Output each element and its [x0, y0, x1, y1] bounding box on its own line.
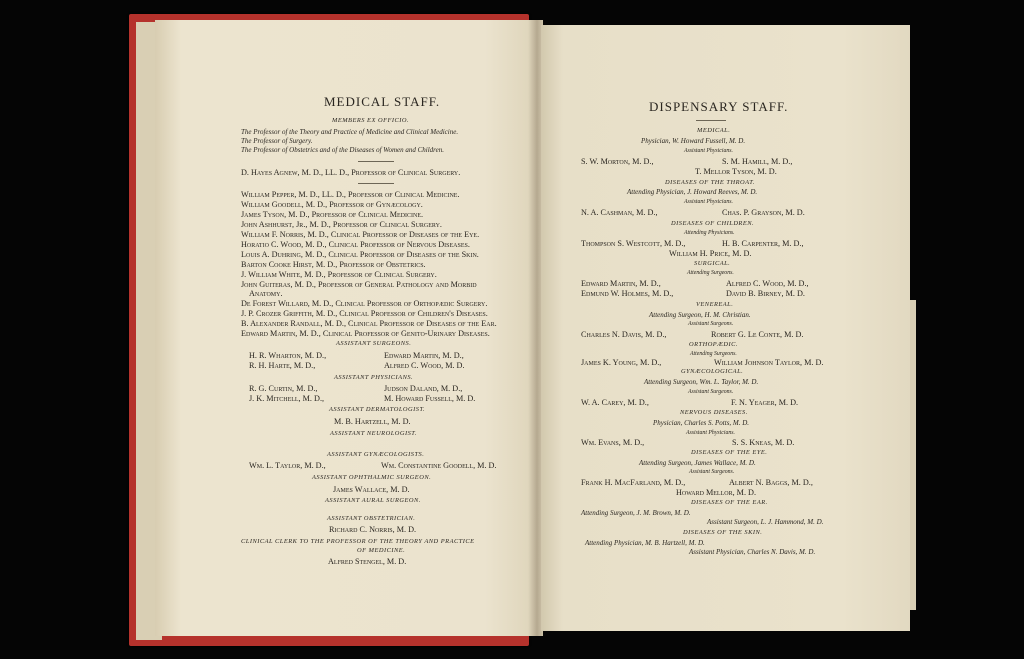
- right-page: [541, 25, 910, 631]
- role-heading: Assistant Surgeons.: [689, 469, 735, 475]
- section-heading: GYNÆCOLOGICAL.: [681, 368, 744, 375]
- staff-line: Physician, Charles S. Potts, M. D.: [653, 419, 750, 427]
- page-title: MEDICAL STAFF.: [324, 94, 441, 109]
- staff-line: Attending Surgeon, H. M. Christian.: [649, 311, 751, 319]
- staff-name: Wm. Constantine Goodell, M. D.: [381, 461, 497, 470]
- staff-line: D. Hayes Agnew, M. D., LL. D., Professor of Clinical Surgery.: [241, 168, 461, 177]
- section-heading: MEDICAL.: [697, 127, 731, 134]
- staff-name: Alfred Stengel, M. D.: [328, 557, 407, 566]
- staff-name: Charles N. Davis, M. D.,: [581, 330, 667, 339]
- staff-line: Assistant Physician, Charles N. Davis, M. D.: [689, 548, 816, 556]
- staff-name: W. A. Carey, M. D.,: [581, 398, 649, 407]
- staff-name: H. R. Wharton, M. D.,: [249, 351, 327, 360]
- staff-name: James K. Young, M. D.,: [581, 358, 662, 367]
- staff-line: Attending Surgeon, Wm. L. Taylor, M. D.: [644, 378, 759, 386]
- role-heading: Assistant Physicians.: [684, 199, 733, 205]
- staff-name: Edward Martin, M. D.,: [581, 279, 661, 288]
- staff-name: H. B. Carpenter, M. D.,: [722, 239, 804, 248]
- staff-line: Assistant Surgeon, L. J. Hammond, M. D.: [707, 518, 824, 526]
- page-title: DISPENSARY STAFF.: [649, 99, 789, 114]
- staff-name: William H. Price, M. D.: [669, 249, 752, 258]
- section-heading: ASSISTANT SURGEONS.: [336, 340, 412, 347]
- staff-name: J. K. Mitchell, M. D.,: [249, 394, 325, 403]
- staff-name: S. M. Hamill, M. D.,: [722, 157, 793, 166]
- staff-name: S. W. Morton, M. D.,: [581, 157, 654, 166]
- section-heading: VENEREAL.: [696, 301, 734, 308]
- staff-line: James Tyson, M. D., Professor of Clinical Medicine.: [241, 210, 424, 219]
- staff-name: Richard C. Norris, M. D.: [329, 525, 417, 534]
- staff-name: Edward Martin, M. D.,: [384, 351, 464, 360]
- section-heading: ORTHOPÆDIC.: [689, 341, 738, 348]
- section-heading: DISEASES OF CHILDREN.: [671, 220, 755, 227]
- section-heading: NERVOUS DISEASES.: [680, 409, 748, 416]
- role-heading: Attending Physicians.: [684, 230, 735, 236]
- divider: [696, 120, 726, 121]
- section-heading: DISEASES OF THE THROAT.: [665, 179, 755, 186]
- staff-name: Alfred C. Wood, M. D.,: [726, 279, 809, 288]
- staff-line: Barton Cooke Hirst, M. D., Professor of Obstetrics.: [241, 260, 426, 269]
- staff-name: F. N. Yeager, M. D.: [731, 398, 799, 407]
- section-heading: ASSISTANT DERMATOLOGIST.: [329, 406, 426, 413]
- staff-line: John Ashhurst, Jr., M. D., Professor of Clinical Surgery.: [241, 220, 442, 229]
- staff-name: Edmund W. Holmes, M. D.,: [581, 289, 674, 298]
- staff-name: R. H. Harte, M. D.,: [249, 361, 316, 370]
- role-heading: Assistant Physicians.: [684, 148, 733, 154]
- section-heading: DISEASES OF THE EYE.: [691, 449, 768, 456]
- staff-line: Attending Physician, J. Howard Reeves, M. D.: [627, 188, 758, 196]
- staff-name: Albert N. Baggs, M. D.,: [729, 478, 813, 487]
- role-heading: Attending Surgeons.: [687, 270, 734, 276]
- staff-line: J. P. Crozer Griffith, M. D., Clinical Professor of Children's Diseases.: [241, 309, 488, 318]
- staff-line: William F. Norris, M. D., Clinical Professor of Diseases of the Eye.: [241, 230, 480, 239]
- staff-line: Physician, W. Howard Fussell, M. D.: [641, 137, 746, 145]
- staff-line: William Pepper, M. D., LL. D., Professor of Clinical Medicine.: [241, 190, 460, 199]
- role-heading: Assistant Physicians.: [686, 430, 735, 436]
- section-heading: ASSISTANT NEUROLOGIST.: [330, 430, 417, 437]
- section-heading: OF MEDICINE.: [357, 547, 406, 554]
- staff-name: Chas. P. Grayson, M. D.: [722, 208, 805, 217]
- role-heading: Assistant Surgeons.: [688, 389, 734, 395]
- staff-name: Wm. Evans, M. D.,: [581, 438, 645, 447]
- divider: [358, 161, 394, 162]
- divider: [358, 183, 394, 184]
- role-heading: Attending Surgeons.: [690, 351, 737, 357]
- section-heading: ASSISTANT OPHTHALMIC SURGEON.: [312, 474, 432, 481]
- role-heading: Assistant Surgeons.: [688, 321, 734, 327]
- staff-name: T. Mellor Tyson, M. D.: [695, 167, 777, 176]
- staff-name: David B. Birney, M. D.: [726, 289, 805, 298]
- staff-name: Judson Daland, M. D.,: [384, 384, 463, 393]
- staff-name: S. S. Kneas, M. D.: [732, 438, 795, 447]
- section-heading: ASSISTANT PHYSICIANS.: [334, 374, 414, 381]
- staff-line: B. Alexander Randall, M. D., Clinical Professor of Diseases of the Ear.: [241, 319, 497, 328]
- staff-name: N. A. Cashman, M. D.,: [581, 208, 658, 217]
- staff-name: M. Howard Fussell, M. D.: [384, 394, 476, 403]
- left-page: [155, 20, 543, 636]
- section-heading: ASSISTANT AURAL SURGEON.: [325, 497, 421, 504]
- staff-line: J. William White, M. D., Professor of Clinical Surgery.: [241, 270, 437, 279]
- section-heading: ASSISTANT GYNÆCOLOGISTS.: [327, 451, 425, 458]
- ex-officio-line: The Professor of Obstetrics and of the Diseases of Women and Children.: [241, 146, 444, 154]
- staff-line: William Goodell, M. D., Professor of Gynæcology.: [241, 200, 423, 209]
- staff-line: Louis A. Duhring, M. D., Clinical Professor of Diseases of the Skin.: [241, 250, 479, 259]
- section-heading: DISEASES OF THE SKIN.: [683, 529, 763, 536]
- staff-name: Howard Mellor, M. D.: [676, 488, 756, 497]
- ex-officio-line: The Professor of the Theory and Practice of Medicine and Clinical Medicine.: [241, 128, 459, 136]
- ex-officio-line: The Professor of Surgery.: [241, 137, 313, 145]
- staff-name: William Johnson Taylor, M. D.: [714, 358, 824, 367]
- section-heading: MEMBERS EX OFFICIO.: [332, 117, 410, 124]
- section-heading: ASSISTANT OBSTETRICIAN.: [327, 515, 416, 522]
- staff-line: John Guiteras, M. D., Professor of General Pathology and Morbid: [241, 280, 477, 289]
- staff-name: James Wallace, M. D.: [333, 485, 410, 494]
- staff-line: Attending Physician, M. B. Hartzell, M. D.: [585, 539, 705, 547]
- staff-name: M. B. Hartzell, M. D.: [334, 417, 411, 426]
- staff-name: Frank H. MacFarland, M. D.,: [581, 478, 686, 487]
- section-heading: CLINICAL CLERK TO THE PROFESSOR OF THE THEORY AND PRACTICE: [241, 538, 475, 545]
- staff-name: Wm. L. Taylor, M. D.,: [249, 461, 326, 470]
- staff-line: Anatomy.: [249, 289, 283, 298]
- section-heading: DISEASES OF THE EAR.: [691, 499, 768, 506]
- staff-name: Thompson S. Westcott, M. D.,: [581, 239, 686, 248]
- staff-name: Alfred C. Wood, M. D.: [384, 361, 465, 370]
- staff-line: Attending Surgeon, James Wallace, M. D.: [639, 459, 756, 467]
- staff-line: De Forest Willard, M. D., Clinical Professor of Orthopædic Surgery.: [241, 299, 488, 308]
- staff-line: Horatio C. Wood, M. D., Clinical Professor of Nervous Diseases.: [241, 240, 470, 249]
- staff-line: Attending Surgeon, J. M. Brown, M. D.: [581, 509, 691, 517]
- staff-line: Edward Martin, M. D., Clinical Professor of Genito-Urinary Diseases.: [241, 329, 490, 338]
- staff-name: Robert G. Le Conte, M. D.: [711, 330, 804, 339]
- section-heading: SURGICAL.: [694, 260, 731, 267]
- staff-name: R. G. Curtin, M. D.,: [249, 384, 318, 393]
